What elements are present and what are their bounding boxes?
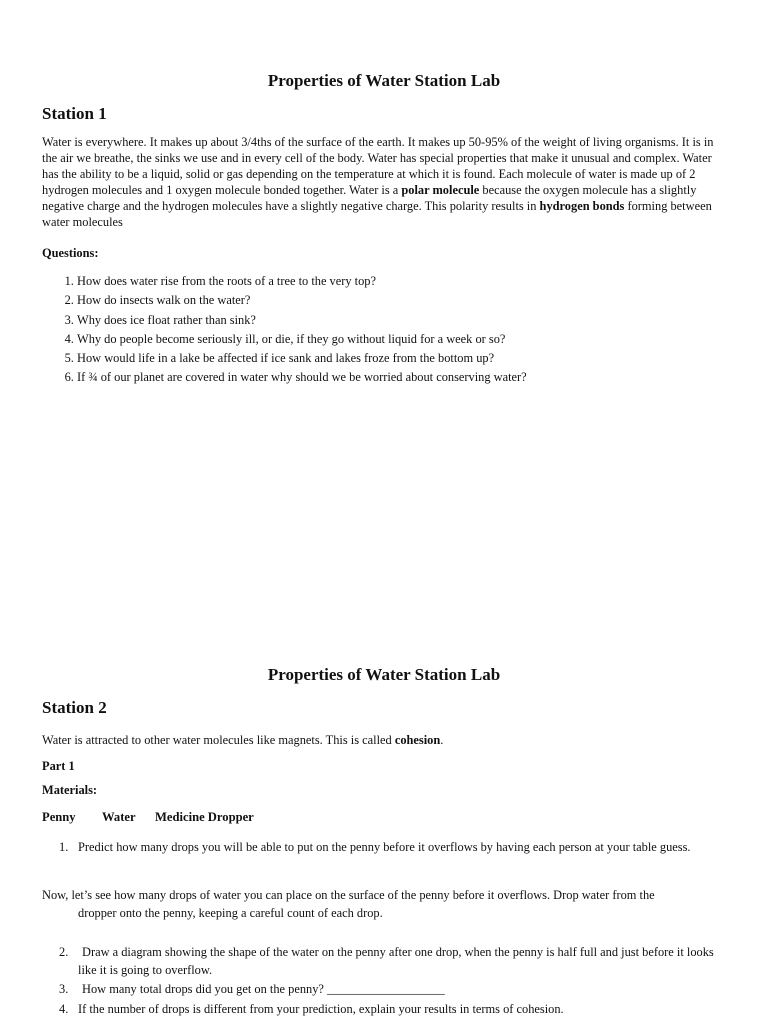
question-item: 3. Why does ice float rather than sink?	[77, 311, 527, 330]
term-hydrogen-bonds: hydrogen bonds	[539, 199, 625, 213]
question-item: 2. How do insects walk on the water?	[77, 291, 527, 310]
questions-list	[42, 272, 527, 388]
step-1	[42, 838, 722, 856]
station1-heading: Station 1	[42, 104, 107, 123]
station2-heading: Station 2	[42, 698, 107, 717]
station2-intro	[42, 732, 722, 748]
materials-label: Materials:	[42, 783, 98, 797]
station2-intro-end: .	[440, 733, 444, 747]
section2-title: Properties of Water Station Lab	[267, 665, 501, 684]
instruction-paragraph	[42, 886, 722, 922]
station1-intro	[42, 134, 722, 230]
step-number: 4.	[59, 1002, 69, 1016]
questions-label: Questions:	[42, 246, 99, 260]
question-item: 5. How would life in a lake be affected if ice sank and lakes froze from the bottom up?	[77, 349, 527, 368]
step-text: How many total drops did you get on the penny? ___________________	[82, 982, 445, 996]
step-text: Predict how many drops you will be able to put on the penny before it overflows by having each person at your table guess.	[78, 840, 691, 854]
step-4	[42, 1000, 722, 1018]
question-item: 6. If ¾ of our planet are covered in water why should we be worried about conserving water?	[77, 368, 527, 387]
step-text: If the number of drops is different from your prediction, explain your results in terms of cohesion.	[78, 1002, 564, 1016]
instruction-line-2: dropper onto the penny, keeping a careful count of each drop.	[78, 906, 383, 920]
term-cohesion: cohesion	[394, 733, 441, 747]
step-text: Draw a diagram showing the shape of the water on the penny after one drop, when the penny is half full and just before it looks like it is going to overflow.	[78, 945, 714, 977]
part-label: Part 1	[42, 759, 75, 773]
step-2	[42, 943, 722, 979]
question-item: 4. Why do people become seriously ill, or die, if they go without liquid for a week or so?	[77, 330, 527, 349]
step-3	[42, 980, 722, 998]
material-item: Penny	[42, 810, 76, 824]
intro-text-1: Water is everywhere. It makes up about 3/4ths of the surface of the earth. It makes up 50-95% of the weight of living organisms. It is in the air we breathe, the sinks we use and in every cell of the body. Water has special properties that make it unusual and complex. Water has the ability to be a liquid, solid or gas depending on the temperature at which it is found. Each molecule of water is made up of 2 hydrogen molecules and 1 oxygen molecule bonded together. Water is a	[42, 135, 714, 197]
step-number: 1.	[59, 840, 69, 854]
term-polar-molecule: polar molecule	[401, 183, 480, 197]
intro-text-3: forming between water molecules	[42, 199, 712, 229]
material-item: Medicine Dropper	[155, 810, 254, 824]
question-item: 1. How does water rise from the roots of a tree to the very top?	[77, 272, 527, 291]
section1-title: Properties of Water Station Lab	[267, 71, 501, 90]
materials-list	[42, 810, 254, 825]
instruction-line-1: Now, let’s see how many drops of water you can place on the surface of the penny before it overflows. Drop water from the	[42, 888, 655, 902]
intro-text-2: because the oxygen molecule has a slightly negative charge and the hydrogen molecules have a slightly negative charge. This polarity results in	[42, 183, 697, 213]
step-number: 3.	[59, 982, 69, 996]
material-item: Water	[102, 810, 136, 824]
station2-intro-text: Water is attracted to other water molecules like magnets. This is called	[42, 733, 395, 747]
step-number: 2.	[59, 945, 69, 959]
